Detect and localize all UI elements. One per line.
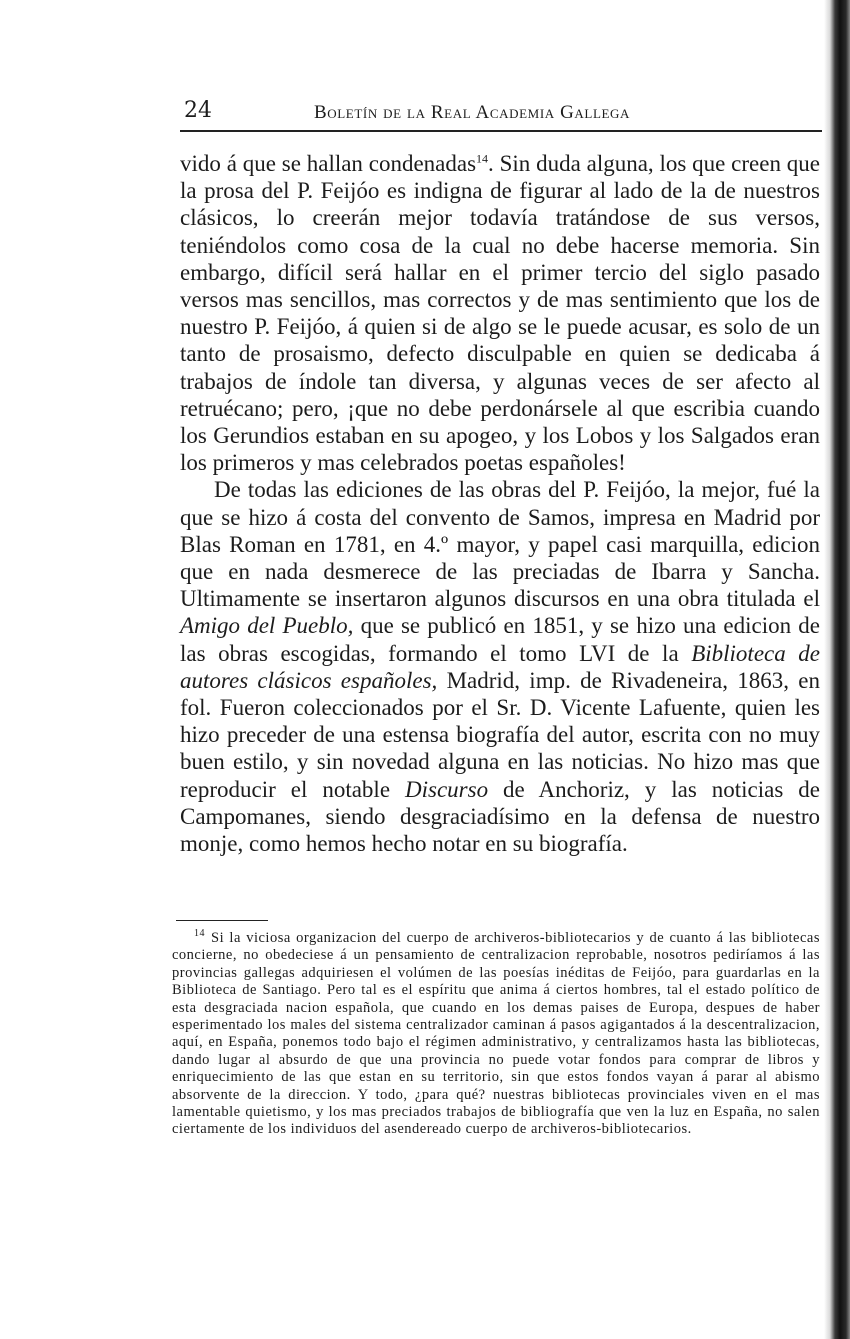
paragraph-1: [180, 150, 820, 476]
work-title-discurso: Discurso: [405, 776, 489, 802]
paragraph-2-part-d: de Anchoriz, y las noticias de Campomanes, siendo desgraciadísimo en la defensa de nuestro monje, como hemos hecho notar en su biografía.: [180, 776, 820, 857]
paragraph-2-part-b: que se publicó en 1851, y se hizo una edicion de las obras escogidas, formando el tomo LVI de la: [180, 613, 821, 666]
paragraph-1-rest: . Sin duda alguna, los que creen que la prosa del P. Feijóo es indigna de figurar al lado de la de nuestros clásicos, lo creerán mejor todavía tratándose de sus versos, teniéndolos como cosa de la cual no debe hacerse memoria. Sin embargo, difícil será hallar en el primer tercio del siglo pasado versos mas sencillos, mas correctos y de mas sentimiento que los de nuestro P. Feijóo, á quien si de algo se le puede acusar, es solo de un tanto de prosaismo, defecto disculpable en quien se dedicaba á trabajos de índole tan diversa, y algunas veces de ser afecto al retruécano; pero, ¡que no debe perdonársele al que escribia cuando los Gerundios estaban en su apogeo, y los Lobos y los Salgados eran los primeros y mas celebrados poetas españoles!: [180, 151, 820, 476]
work-title-biblioteca: Biblioteca de autores clásicos españoles,: [180, 640, 820, 693]
paragraph-2-part-a: De todas las ediciones de las obras del P. Feijóo, la mejor, fué la que se hizo á costa del convento de Samos, impresa en Madrid por Blas Roman en 1781, en 4.º mayor, y papel casi marquilla, edicion que en nada desmerece de las preciadas de Ibarra y Sancha. Ultimamente se insertaron algunos discursos en una obra titulada el: [180, 477, 820, 612]
footnote: [172, 930, 820, 1139]
paragraph-1-start: vido á que se hallan condenadas: [180, 151, 477, 176]
footnote-text: Si la viciosa organizacion del cuerpo de archiveros-bibliotecarios y de cuanto á las bibliotecas concierne, no obedeciese á un pensamiento de centralizacion reprobable, nosotros pediríamos á las provincias gallegas adquiriesen el volúmen de las poesías inéditas de Feijóo, para guardarlas en la Biblioteca de Santiago. Pero tal es el espíritu que anima á ciertos hombres, tal el estado político de esta desgraciada nacion española, que cuando en los demas paises de Europa, despues de haber esperimentado los males del sistema centralizador caminan á pasos agigantados á la descentralizacion, aquí, en España, ponemos todo bajo el régimen administrativo, y centralizamos hasta las bibliotecas, dando lugar al absurdo de que una provincia no puede votar fondos para comprar de libros y enriquecimiento de las que estan en su territorio, sin que estos fondos vayan á parar al abismo absorvente de la direccion. Y todo, ¿para qué? nuestras bibliotecas provinciales viven en el mas lamentable quietismo, y los mas preciados trabajos de bibliografía que ven la luz en España, no salen ciertamente de los individuos del asendereado cuerpo de archiveros-bibliotecarios.: [172, 930, 820, 1138]
binding-edge: [824, 0, 850, 1339]
page-number: 24: [184, 98, 212, 123]
paragraph-2: [180, 476, 820, 857]
footnote-rule: [176, 920, 268, 921]
footnote-number: 14: [194, 928, 205, 940]
page-header: [180, 92, 822, 132]
header-rule: [180, 130, 822, 132]
work-title-amigo: Amigo del Pueblo,: [180, 613, 354, 639]
footnote-reference: 14: [476, 151, 489, 166]
main-text: [180, 150, 820, 857]
paragraph-2-part-c: Madrid, imp. de Rivadeneira, 1863, en fol. Fueron coleccionados por el Sr. D. Vicente Lafuente, quien les hizo preceder de una estensa biografía del autor, escrita con no muy buen estilo, y sin novedad alguna en las noticias. No hizo mas que reproducir el notable: [180, 667, 820, 802]
running-title: Boletín de la Real Academia Gallega: [314, 102, 630, 123]
